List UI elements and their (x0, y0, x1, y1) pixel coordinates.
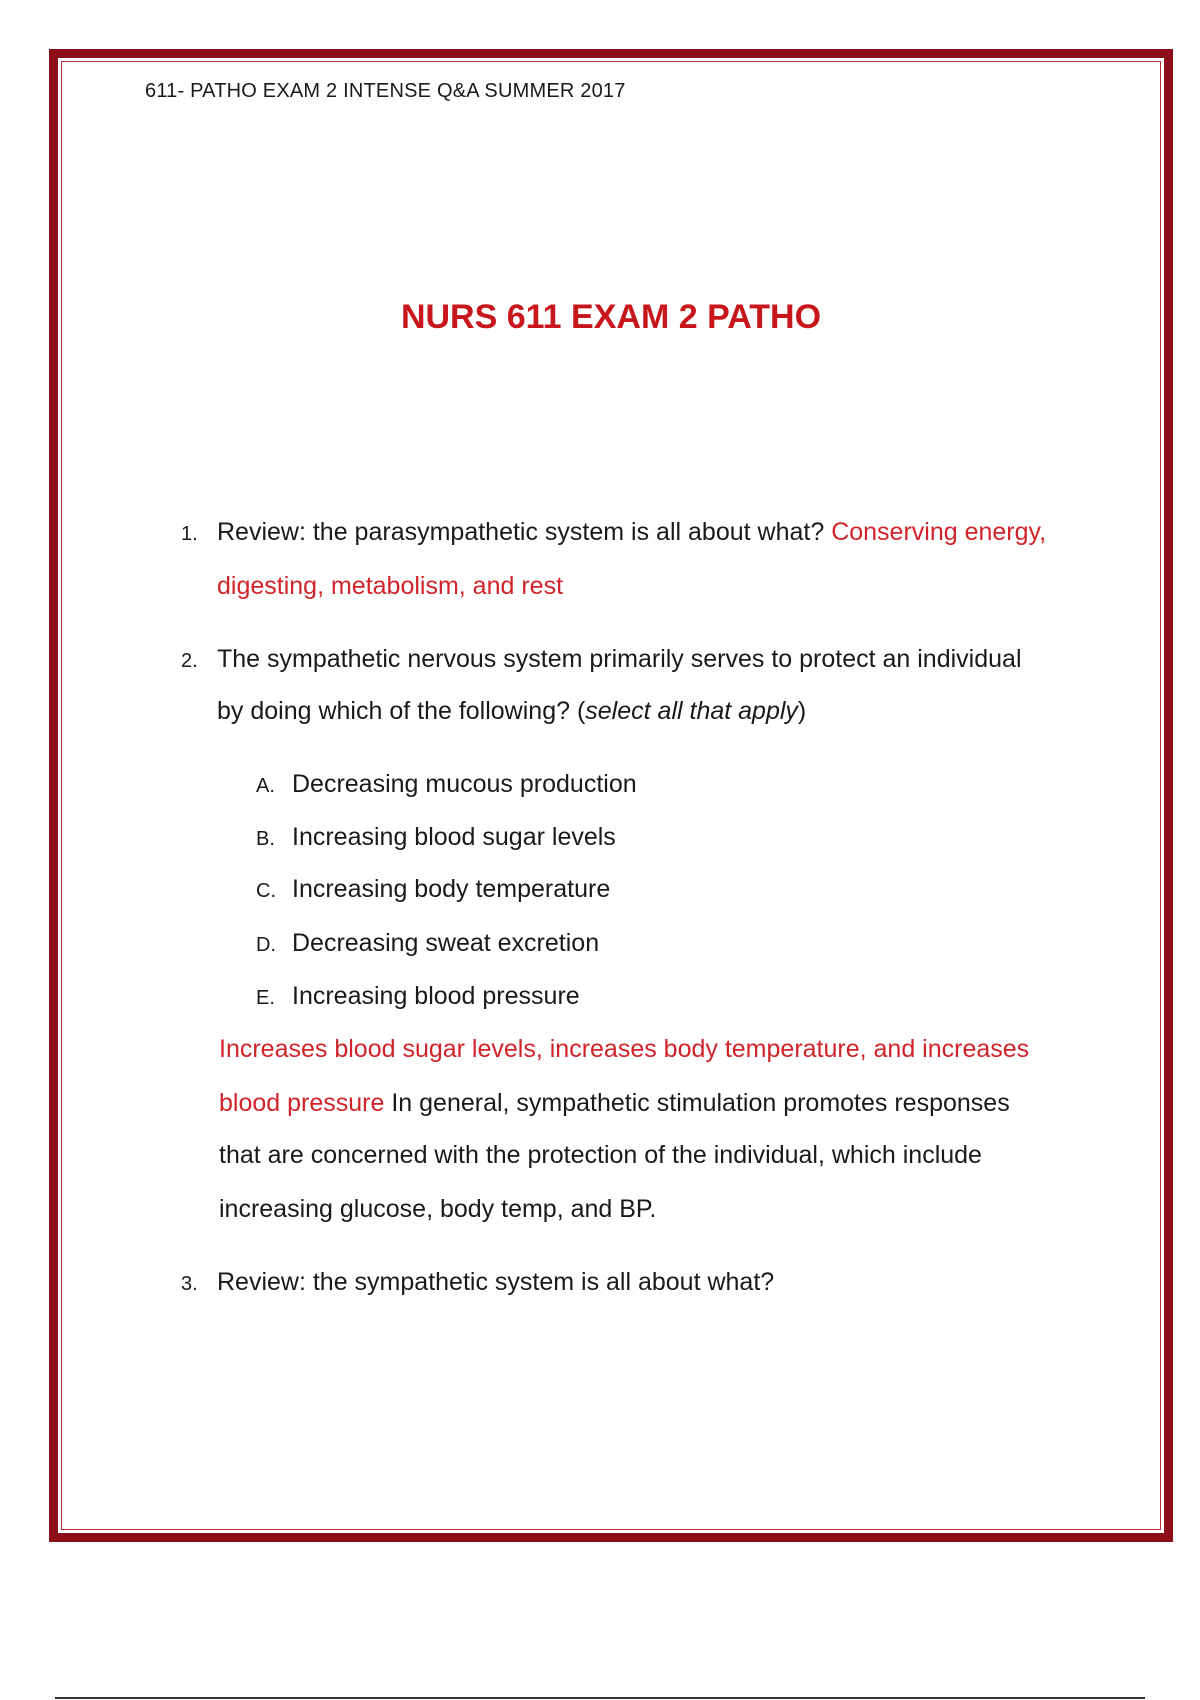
question-2-text-line-1: The sympathetic nervous system primarily serves to protect an individual (217, 645, 1022, 673)
question-2-number: 2. (181, 650, 198, 672)
question-2-explanation-line-4: increasing glucose, body temp, and BP. (219, 1195, 657, 1223)
option-b-text: Increasing blood sugar levels (292, 823, 616, 851)
question-3-text: Review: the sympathetic system is all about what? (217, 1268, 775, 1296)
question-2-explanation-line-3: that are concerned with the protection of the individual, which include (219, 1141, 982, 1169)
option-a-text: Decreasing mucous production (292, 770, 637, 798)
page-title: NURS 611 EXAM 2 PATHO (400, 298, 822, 336)
question-1-answer-part-2: digesting, metabolism, and rest (217, 572, 564, 600)
option-e-text: Increasing blood pressure (292, 982, 580, 1010)
question-2-answer-line-2 (219, 1089, 1010, 1118)
question-1-text: Review: the parasympathetic system is all about what? (217, 518, 825, 546)
question-2-text-line-2 (217, 697, 806, 726)
course-header: 611- PATHO EXAM 2 INTENSE Q&A SUMMER 2017 (145, 80, 626, 102)
question-2-explanation-start: In general, sympathetic stimulation promotes responses (384, 1089, 1010, 1117)
option-d-letter: D. (256, 934, 276, 956)
question-3-number: 3. (181, 1273, 198, 1295)
question-1-number: 1. (181, 523, 198, 545)
option-a-letter: A. (256, 775, 275, 797)
option-b-letter: B. (256, 828, 275, 850)
question-2-text-suffix: ) (797, 697, 807, 725)
question-2-instruction: select all that apply (585, 697, 798, 725)
question-2-text-prefix: by doing which of the following? ( (217, 697, 586, 725)
option-c-letter: C. (256, 880, 276, 902)
question-2-answer-red: blood pressure (219, 1089, 385, 1117)
bottom-divider (55, 1697, 1145, 1699)
option-d-text: Decreasing sweat excretion (292, 929, 600, 957)
question-2-answer-line-1: Increases blood sugar levels, increases body temperature, and increases (219, 1035, 1030, 1063)
question-1-line-1 (217, 518, 1046, 547)
option-c-text: Increasing body temperature (292, 875, 611, 903)
option-e-letter: E. (256, 987, 275, 1009)
question-1-answer-part-1: Conserving energy, (831, 518, 1047, 546)
